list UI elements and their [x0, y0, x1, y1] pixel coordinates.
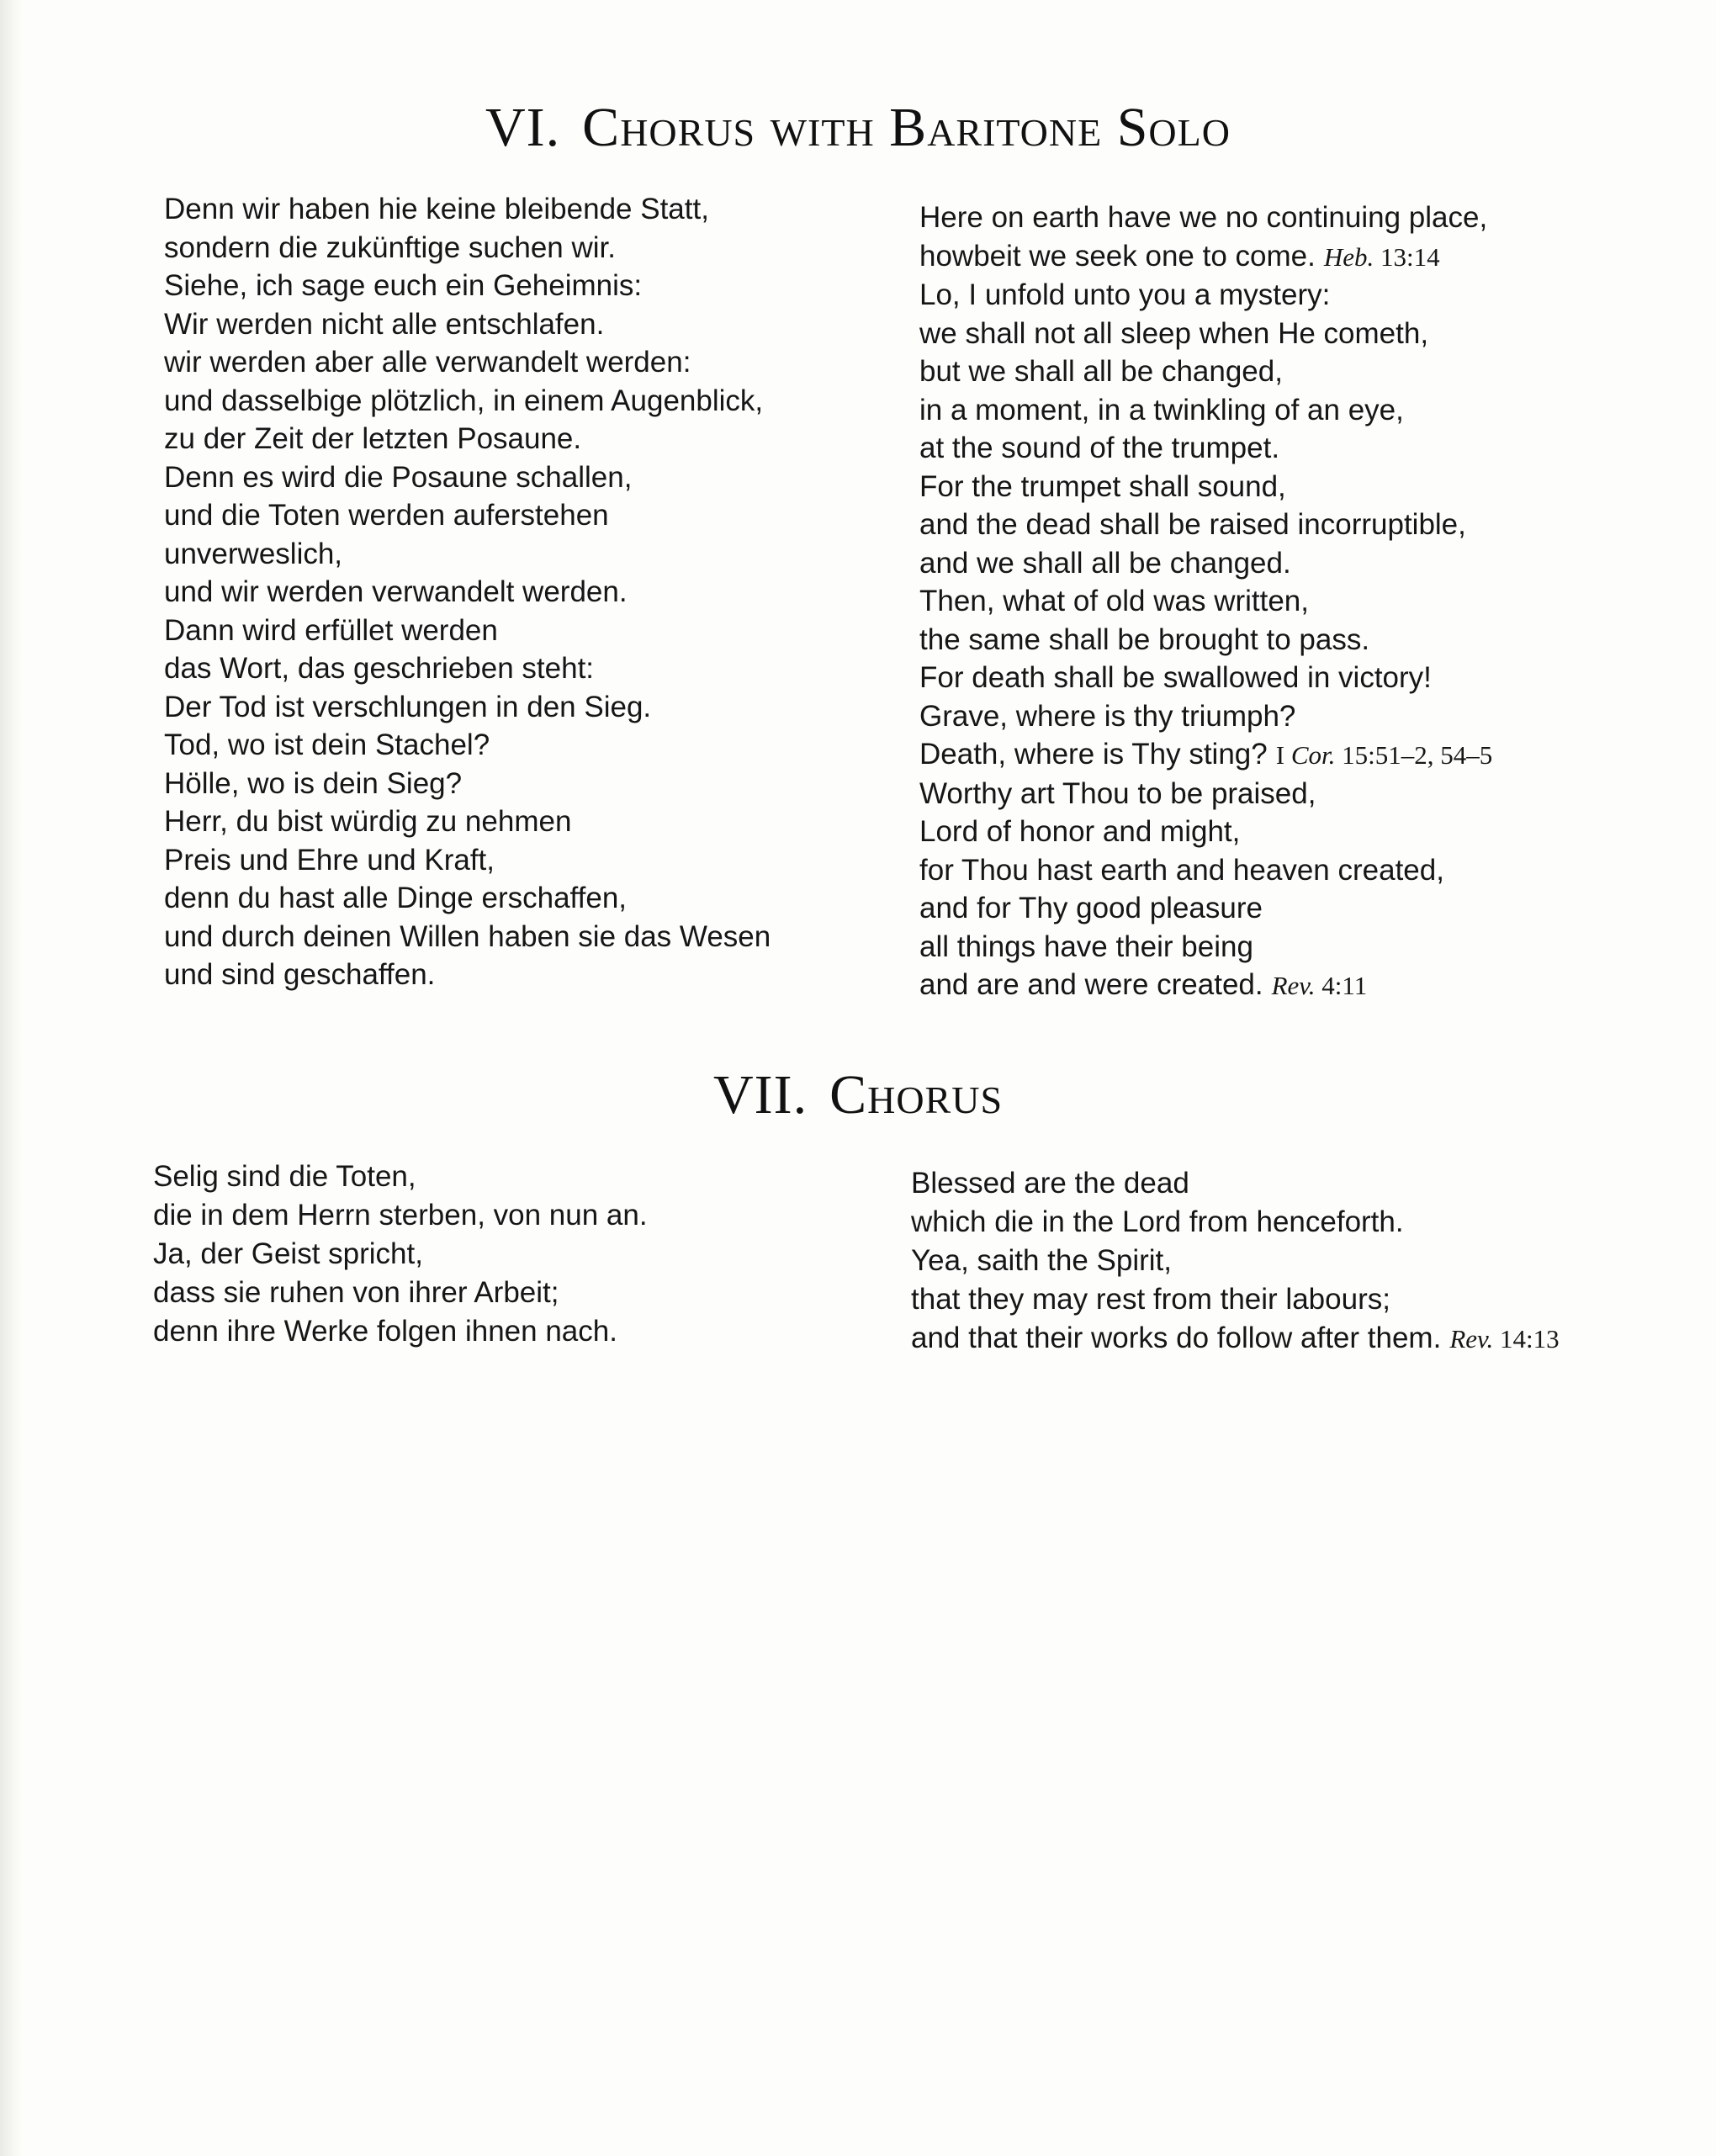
english-line: Blessed are the dead — [911, 1167, 1189, 1200]
german-line: dass sie ruhen von ihrer Arbeit; — [153, 1276, 559, 1309]
german-line: und dasselbige plötzlich, in einem Augenblick, — [164, 384, 764, 417]
english-line: Here on earth have we no continuing place, — [919, 201, 1488, 234]
english-line: but we shall all be changed, — [919, 355, 1283, 388]
german-line: denn du hast alle Dinge erschaffen, — [164, 882, 628, 914]
german-line: das Wort, das geschrieben steht: — [164, 652, 595, 685]
german-line: und sind geschaffen. — [164, 958, 436, 991]
german-line: unverweslich, — [164, 537, 343, 570]
scripture-reference: I Cor. 15:51–2, 54–5 — [1275, 740, 1493, 770]
english-line: for Thou hast earth and heaven created, — [919, 853, 1444, 887]
english-line: Lord of honor and might, — [919, 815, 1241, 848]
english-line-text: and that their works do follow after them. — [911, 1322, 1442, 1354]
german-line: und wir werden verwandelt werden. — [164, 575, 628, 608]
section-vi-title: Chorus with Baritone Solo — [582, 97, 1231, 158]
english-line: that they may rest from their labours; — [911, 1283, 1390, 1316]
english-line: which die in the Lord from henceforth. — [911, 1205, 1404, 1238]
english-line: at the sound of the trumpet. — [919, 432, 1280, 464]
section-vii-title: Chorus — [829, 1064, 1004, 1126]
german-line: sondern die zukünftige suchen wir. — [164, 230, 616, 264]
german-line: die in dem Herrn sterben, von nun an. — [153, 1199, 648, 1232]
german-line: Denn es wird die Posaune schallen, — [164, 460, 633, 494]
section-vi-heading — [0, 94, 1716, 162]
german-line: Tod, wo ist dein Stachel? — [164, 728, 490, 761]
german-line: zu der Zeit der letzten Posaune. — [164, 422, 582, 455]
english-line — [919, 735, 1492, 775]
english-line: Lo, I unfold unto you a mystery: — [919, 278, 1331, 311]
section-vii-english-text — [911, 1164, 1560, 1359]
german-line: Hölle, wo is dein Sieg? — [164, 766, 463, 800]
german-line: Denn wir haben hie keine bleibende Statt, — [164, 193, 709, 225]
english-line: Yea, saith the Spirit, — [911, 1244, 1173, 1277]
german-line: Herr, du bist würdig zu nehmen — [164, 805, 572, 838]
english-line: and the dead shall be raised incorruptible, — [919, 508, 1466, 541]
section-vi-number: VI. — [485, 97, 561, 158]
german-line: Ja, der Geist spricht, — [153, 1237, 423, 1270]
english-line: For the trumpet shall sound, — [919, 469, 1286, 503]
german-line: Preis und Ehre und Kraft, — [164, 843, 495, 877]
section-vii-heading — [0, 1062, 1716, 1129]
english-line: in a moment, in a twinkling of an eye, — [919, 393, 1404, 426]
german-line: Wir werden nicht alle entschlafen. — [164, 307, 605, 341]
english-line: the same shall be brought to pass. — [919, 622, 1370, 656]
english-line — [919, 237, 1492, 277]
english-line: Grave, where is thy triumph? — [919, 699, 1296, 733]
german-line: Selig sind die Toten, — [153, 1160, 416, 1193]
section-vi-english-text — [919, 199, 1492, 1005]
german-line: und durch deinen Willen haben sie das Wesen — [164, 919, 771, 953]
section-vi-german-text — [164, 190, 771, 994]
scripture-reference: Rev. 14:13 — [1449, 1324, 1560, 1353]
german-line: Der Tod ist verschlungen in den Sieg. — [164, 690, 652, 723]
english-line — [911, 1319, 1560, 1359]
english-line-text: howbeit we seek one to come. — [919, 239, 1316, 273]
english-line-text: and are and were created. — [919, 968, 1263, 1001]
english-line: Worthy art Thou to be praised, — [919, 776, 1316, 810]
section-vii-german-text — [153, 1157, 648, 1351]
english-line: and for Thy good pleasure — [919, 892, 1263, 924]
section-vii-number: VII. — [712, 1064, 808, 1126]
german-line: und die Toten werden auferstehen — [164, 499, 609, 532]
german-line: denn ihre Werke folgen ihnen nach. — [153, 1315, 617, 1348]
english-line: Then, what of old was written, — [919, 585, 1309, 617]
english-line: For death shall be swallowed in victory! — [919, 661, 1432, 694]
english-line: and we shall all be changed. — [919, 546, 1291, 580]
german-line: Dann wird erfüllet werden — [164, 613, 498, 647]
english-line-text: Death, where is Thy sting? — [919, 738, 1268, 771]
english-line: all things have their being — [919, 930, 1253, 963]
english-line: we shall not all sleep when He cometh, — [919, 316, 1429, 350]
german-line: Siehe, ich sage euch ein Geheimnis: — [164, 269, 643, 302]
scripture-reference: Heb. 13:14 — [1323, 241, 1440, 272]
scripture-reference: Rev. 4:11 — [1271, 971, 1368, 1000]
english-line — [919, 966, 1492, 1005]
german-line: wir werden aber alle verwandelt werden: — [164, 346, 691, 379]
